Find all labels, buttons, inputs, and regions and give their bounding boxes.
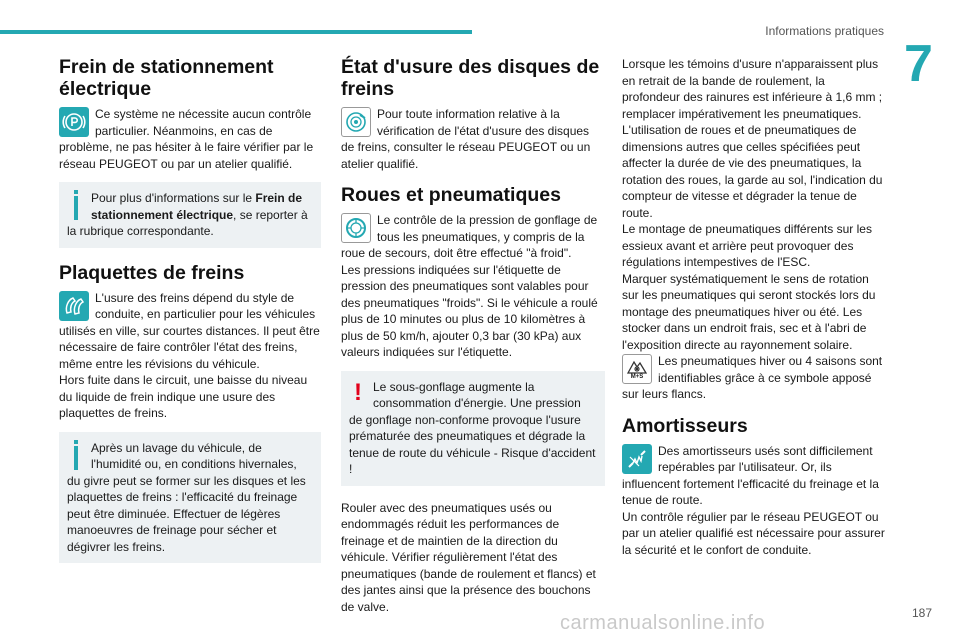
info-icon	[67, 440, 85, 472]
brake-disc-icon	[341, 107, 371, 137]
plaquettes-text-1: L'usure des freins dépend du style de conduite, en particulier pour les véhicules utilisés en ville, sur courtes distances. Il peut être nécessaire de faire contrôler l'état des freins, même entre les révisions du véhicule.	[59, 290, 320, 371]
tyre-icon	[341, 213, 371, 243]
warning-note-gonflage	[341, 371, 605, 486]
snowflake-mountain-icon	[622, 354, 652, 384]
roues-text-2: Les pressions indiquées sur l'étiquette de pression des pneumatiques sont valables pour des pneumatiques "froids". Si le véhicule a roulé plus de 10 minutes ou plus de 10 kilomètres à plus de 50 km/h, ajouter 0,3 bar (30 kPa) aux valeurs indiquées sur l'étiquette.	[341, 262, 598, 359]
parking-brake-icon	[59, 107, 89, 137]
watermark: carmanualsonline.info	[560, 612, 766, 634]
warning-exclamation-icon: !	[354, 378, 362, 406]
info-icon	[67, 190, 85, 222]
column-2	[341, 52, 605, 615]
paragraph-disques	[341, 106, 605, 172]
roues-text-1: Le contrôle de la pression de gonflage de tous les pneumatiques, y compris de la roue de secours, doit être effectué "à froid".	[341, 213, 598, 260]
col3-text-4: Marquer systématiquement le sens de rotation sur les pneumatiques qui seront stockés lors du montage des pneumatiques hiver ou été. Les stocker dans un endroit frais, sec et à l'abri de l'exposition directe au rayonnement solaire.	[622, 271, 876, 352]
paragraph-hiver	[622, 353, 885, 403]
section-title: Informations pratiques	[765, 24, 884, 38]
heading-roues: Roues et pneumatiques	[341, 184, 561, 206]
plaquettes-text-2: Hors fuite dans le circuit, une baisse du niveau du liquide de frein indique une usure des plaquettes de freins.	[59, 373, 308, 420]
col3-text-2: L'utilisation de roues et de pneumatiques de dimensions autres que celles spécifiées peut affecter la durée de vie des pneumatiques, la rotation des roues, la garde au sol, l'indication du compteur de vitesse et dégrader la tenue de route.	[622, 123, 883, 220]
header-accent-bar	[0, 30, 472, 34]
roues-text-3: Rouler avec des pneumatiques usés ou endommagés réduit les performances de freinage et de maintien de la direction du véhicule. Vérifier régulièrement l'état des pneumatiques (bande de roulement et flancs) et des jantes ainsi que la présence des bouchons de valve.	[341, 500, 596, 614]
frein-text: Ce système ne nécessite aucun contrôle particulier. Néanmoins, en cas de problème, ne pas hésiter à le faire vérifier par le réseau PEUGEOT ou par un atelier qualifié.	[59, 107, 314, 171]
paragraph-frein	[59, 106, 321, 172]
plaquettes-note-text: Après un lavage du véhicule, de l'humidité ou, en conditions hivernales, du givre peut se former sur les disques et les plaquettes de freins : l'efficacité du freinage peut être diminuée. Effectuer de légères manoeuvres de freinage pour sécher et dégivrer les freins.	[67, 440, 306, 554]
paragraph-amortisseurs	[622, 443, 885, 559]
paragraph-roues	[341, 212, 605, 361]
column-1	[59, 52, 321, 577]
warning-note-text: Le sous-gonflage augmente la consommation d'énergie. Une pression de gonflage non-conforme provoque l'usure prématurée des pneumatiques et dégrade la tenue de route du véhicule - Risque d'accident !	[349, 379, 596, 476]
amortisseurs-text-2: Un contrôle régulier par le réseau PEUGEOT ou par un atelier qualifié est nécessaire pour assurer la sécurité et le confort de conduite.	[622, 509, 885, 557]
paragraph-plaquettes	[59, 290, 321, 422]
column-3	[622, 56, 885, 558]
chapter-tab	[896, 0, 960, 100]
disques-text: Pour toute information relative à la vérification de l'état d'usure des disques de freins, consulter le réseau PEUGEOT ou un atelier qualifié.	[341, 107, 591, 171]
page-number: 187	[911, 606, 932, 620]
heading-amortisseurs: Amortisseurs	[622, 414, 748, 437]
chapter-number: 7	[904, 35, 933, 93]
amortisseurs-text-1: Des amortisseurs usés sont difficilement repérables par l'utilisateur. Or, ils influencent fortement l'efficacité du freinage et la tenue de route.	[622, 443, 879, 507]
heading-plaquettes: Plaquettes de freins	[59, 261, 245, 284]
shock-absorber-icon	[622, 444, 652, 474]
col3-text-1: Lorsque les témoins d'usure n'apparaissent plus en retrait de la bande de roulement, la profondeur des rainures est inférieure à 1,6 mm ; remplacer impérativement les pneumatiques.	[622, 57, 883, 121]
info-note-plaquettes	[59, 432, 321, 564]
info-note-frein: Pour plus d'informations sur le Frein de stationnement électrique, se reporter à la rubrique correspondante.	[59, 182, 321, 248]
brake-pads-icon	[59, 291, 89, 321]
col3-text-3: Le montage de pneumatiques différents sur les essieux avant et arrière peut provoquer des régulations intempestives de l'ESC.	[622, 222, 872, 269]
hiver-text: Les pneumatiques hiver ou 4 saisons sont identifiables grâce à ce symbole apposé sur leurs flancs.	[622, 354, 883, 401]
ms-label: M+S	[630, 374, 644, 380]
heading-disques: État d'usure des disques de freins	[341, 56, 600, 100]
heading-frein-stationnement: Frein de stationnement électrique	[59, 56, 274, 100]
